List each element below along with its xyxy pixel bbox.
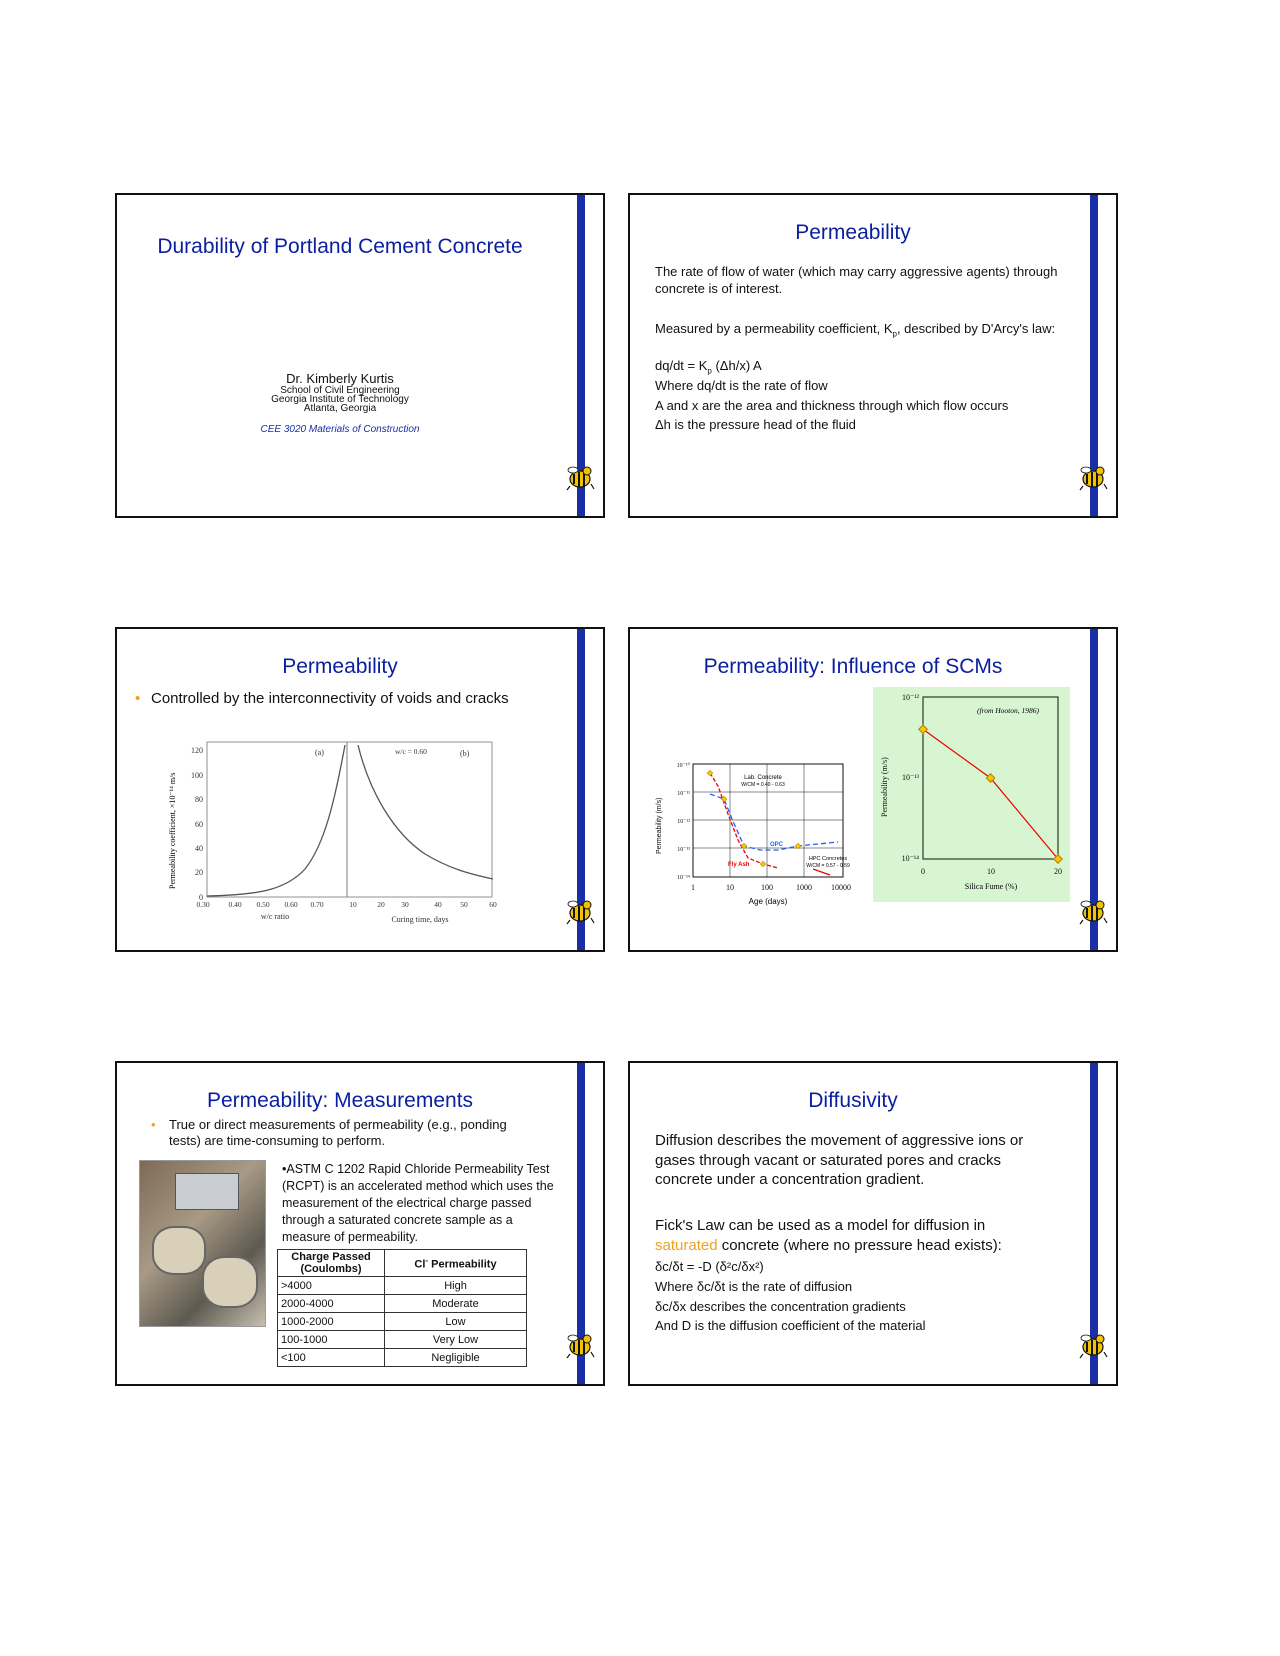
mascot-bee-icon: [565, 896, 595, 926]
charge-cell: <100: [278, 1349, 385, 1367]
slide-title: Permeability: Measurements: [206, 1089, 474, 1112]
y-tick: 40: [195, 844, 203, 853]
fly-ash-label: Fly Ash: [728, 862, 750, 868]
astm-description: •ASTM C 1202 Rapid Chloride Permeability Test (RCPT) is an accelerated method which uses the measurement of the electrical charge passed through a saturated concrete sample as a measure of permeability.: [282, 1162, 554, 1244]
permeability-cell: High: [385, 1277, 527, 1295]
x-ticks: [921, 867, 1062, 876]
source-note: (from Hooton, 1986): [976, 706, 1040, 715]
permeability-cell: Low: [385, 1313, 527, 1331]
slide-3: [115, 627, 605, 952]
definition-line: Where dq/dt is the rate of flow: [655, 378, 828, 393]
definition-line: Where δc/δt is the rate of diffusion: [655, 1279, 853, 1294]
slide-title: Durability of Portland Cement Concrete: [157, 235, 523, 258]
bullet-text: Controlled by the interconnectivity of voids and cracks: [151, 690, 509, 707]
table-row: [278, 1349, 527, 1367]
series-points: [919, 725, 1062, 863]
bullet-text: True or direct measurements of permeability (e.g., ponding tests) are time-consuming to perform.: [169, 1117, 507, 1148]
y-tick: 10⁻¹²: [901, 693, 919, 702]
ficks-law-intro: [655, 1216, 1050, 1255]
mascot-bee-icon: [565, 462, 595, 492]
table-row: [278, 1295, 527, 1313]
slide-title: Diffusivity: [808, 1089, 898, 1112]
x-axis-label: Silica Fume (%): [964, 882, 1018, 891]
intro-text: The rate of flow of water (which may carry aggressive agents) through concrete is of interest.: [655, 264, 1058, 296]
panel-a-frame: [207, 742, 347, 897]
x-tick: 0.30: [196, 900, 210, 909]
slide-4: [628, 627, 1118, 952]
ficks-text-a: Fick's Law can be used as a model for diffusion in: [655, 1217, 986, 1234]
definition-line: Δh is the pressure head of the fluid: [655, 417, 856, 432]
x-tick: 50: [460, 900, 468, 909]
hpc-arrow: [813, 869, 830, 875]
y-tick: 10⁻¹²: [677, 819, 690, 825]
b-x-label: Curing time, days: [391, 915, 449, 924]
charge-cell: 100-1000: [278, 1331, 385, 1349]
x-tick: 30: [401, 900, 409, 909]
silica-fume-chart: [873, 687, 1070, 902]
charge-cell: 1000-2000: [278, 1313, 385, 1331]
photo-device-box: [175, 1173, 239, 1210]
y-tick: 10⁻¹⁰: [676, 763, 690, 769]
lab-concrete-label: Lab. Concrete: [744, 775, 782, 781]
y-tick: 0: [199, 893, 203, 902]
eq-b: (Δh/x) A: [711, 358, 762, 373]
x-tick: 0.70: [310, 900, 324, 909]
measure-text-a: Measured by a permeability coefficient, K: [655, 321, 893, 336]
column-header-permeability: [385, 1250, 527, 1277]
table-row: [278, 1277, 527, 1295]
slide-1: [115, 193, 605, 518]
hpc-label: HPC Concretes: [808, 856, 848, 862]
opc-label: OPC: [770, 842, 784, 848]
hpc-wcm: W/CM = 0.57 - 0.59: [806, 863, 850, 869]
affiliation-city: Atlanta, Georgia: [303, 403, 377, 414]
measure-text-b: , described by D'Arcy's law:: [896, 321, 1056, 336]
y-ticks: [902, 693, 920, 863]
b-x-ticks: [349, 900, 497, 909]
permeability-cell: Moderate: [385, 1295, 527, 1313]
permeability-curves-chart: [165, 739, 525, 929]
y-tick: 80: [195, 795, 203, 804]
charge-cell: >4000: [278, 1277, 385, 1295]
ficks-equation: δc/δt = -D (δ²c/δx²): [655, 1259, 764, 1274]
x-tick: 0.40: [228, 900, 242, 909]
y-tick: 120: [191, 746, 203, 755]
series-silica-fume: [923, 729, 1058, 859]
curve-curing-time: [358, 745, 493, 879]
x-ticks: [691, 883, 851, 892]
slide-title: Permeability: [795, 221, 911, 244]
x-tick: 100: [761, 883, 773, 892]
x-tick: 0.60: [284, 900, 298, 909]
curve-wc-ratio: [207, 745, 345, 896]
affiliation-institute: Georgia Institute of Technology: [271, 394, 409, 405]
charge-cell: 2000-4000: [278, 1295, 385, 1313]
lab-concrete-wcm: W/CM = 0.40 - 0.63: [741, 782, 785, 788]
mascot-bee-icon: [565, 1330, 595, 1360]
mascot-bee-icon: [1078, 1330, 1108, 1360]
y-tick: 100: [191, 771, 203, 780]
x-tick: 60: [489, 900, 497, 909]
x-axis-label: Age (days): [748, 897, 788, 906]
eq-sub: p: [707, 366, 712, 376]
x-tick: 10: [349, 900, 357, 909]
bullet-dot-icon: •: [135, 690, 141, 707]
photo-cell-right: [202, 1256, 258, 1308]
x-tick: 1: [691, 883, 695, 892]
y-axis-label: Permeability (m/s): [656, 797, 663, 854]
definition-line: A and x are the area and thickness through which flow occurs: [655, 398, 1009, 413]
header-perm: Permeability: [428, 1258, 497, 1271]
definition-line: And D is the diffusion coefficient of the material: [655, 1318, 926, 1333]
bullet-dot-icon: •: [151, 1117, 156, 1132]
affiliation-school: School of Civil Engineering: [280, 385, 400, 396]
y-tick: 10⁻¹⁴: [676, 875, 690, 881]
x-tick: 10: [987, 867, 995, 876]
x-tick: 10: [726, 883, 734, 892]
x-tick: 10000: [831, 883, 851, 892]
y-ticks: [191, 746, 203, 902]
y-tick: 60: [195, 820, 203, 829]
y-tick: 20: [195, 868, 203, 877]
slide-5: [115, 1061, 605, 1386]
measure-text: [655, 320, 1065, 343]
eq-a: dq/dt = K: [655, 358, 708, 373]
y-tick: 10⁻¹⁴: [901, 854, 919, 863]
ficks-text-b: concrete (where no pressure head exists):: [717, 1236, 1002, 1254]
x-tick: 40: [434, 900, 442, 909]
chloride-permeability-table: [277, 1249, 527, 1367]
panel-a-label: (a): [315, 748, 324, 757]
bullet-item: [151, 1117, 531, 1149]
x-tick: 20: [377, 900, 385, 909]
table-header-row: [278, 1250, 527, 1277]
rcpt-apparatus-photo: [139, 1160, 266, 1327]
b-note: w/c = 0.60: [395, 747, 427, 756]
slide-6: [628, 1061, 1118, 1386]
slide-2: [628, 193, 1118, 518]
age-permeability-chart: [648, 754, 878, 919]
permeability-cell: Very Low: [385, 1331, 527, 1349]
panel-b-label: (b): [460, 749, 470, 758]
column-header-charge: Charge Passed (Coulombs): [278, 1250, 385, 1277]
saturated-highlight: saturated: [655, 1236, 718, 1254]
photo-cell-left: [152, 1226, 206, 1275]
table-row: [278, 1331, 527, 1349]
x-tick: 20: [1054, 867, 1062, 876]
measure-sub: p: [892, 329, 897, 339]
table-row: [278, 1313, 527, 1331]
header-cl-sup: -: [425, 1255, 429, 1265]
y-axis-label: Permeability (m/s): [880, 757, 889, 817]
y-tick: 10⁻¹³: [677, 847, 690, 853]
mascot-bee-icon: [1078, 462, 1108, 492]
x-tick: 1000: [796, 883, 812, 892]
header-cl: Cl: [414, 1258, 426, 1271]
y-tick: 10⁻¹¹: [677, 791, 690, 797]
bullet-item: [135, 689, 515, 709]
permeability-cell: Negligible: [385, 1349, 527, 1367]
mascot-bee-icon: [1078, 896, 1108, 926]
diffusion-definition: Diffusion describes the movement of aggressive ions or gases through vacant or saturated pores and cracks concrete under a concentration gradient.: [655, 1132, 1024, 1188]
y-ticks: [677, 762, 691, 881]
slide-title: Permeability: [282, 655, 398, 678]
x-tick: 0: [921, 867, 925, 876]
author-name: Dr. Kimberly Kurtis: [286, 371, 394, 386]
data-point: [919, 725, 927, 733]
course-name: CEE 3020 Materials of Construction: [260, 424, 420, 435]
slide-title: Permeability: Influence of SCMs: [703, 655, 1003, 678]
a-x-label: w/c ratio: [260, 912, 290, 921]
definition-line: δc/δx describes the concentration gradients: [655, 1299, 906, 1314]
y-axis-label: Permeability coefficient, ×10⁻¹⁴ m/s: [168, 772, 177, 889]
a-x-ticks: [196, 900, 323, 909]
y-tick: 10⁻¹³: [901, 773, 919, 782]
x-tick: 0.50: [256, 900, 270, 909]
